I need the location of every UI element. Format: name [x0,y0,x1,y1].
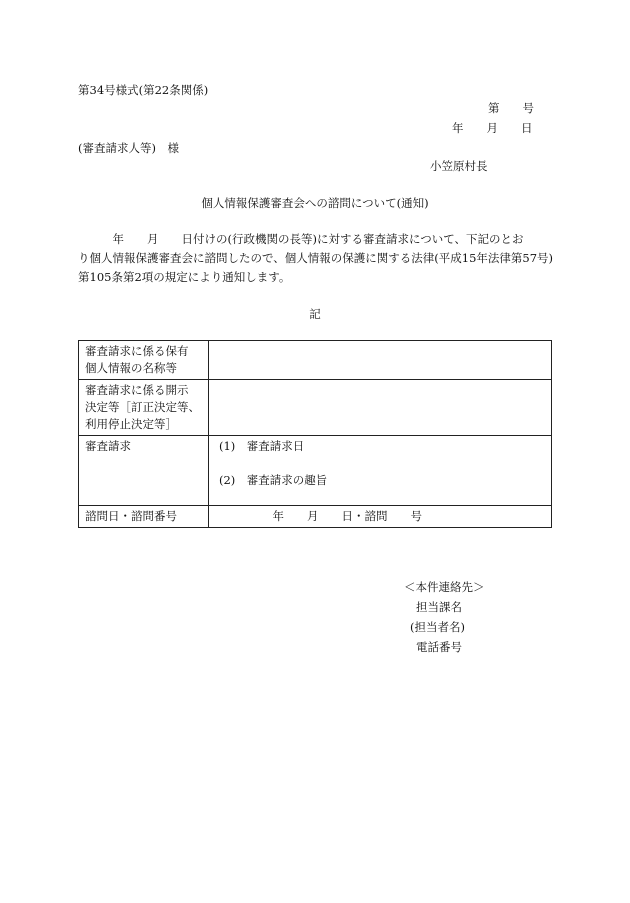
row-value-empty [209,380,552,436]
contact-department: 担当課名 [416,600,462,614]
document-date: 年 月 日 [452,121,533,135]
table-row [79,380,552,436]
contact-block [404,577,485,657]
row-label: 諮問日・諮問番号 [79,506,209,528]
row-value-empty [209,341,552,380]
contact-heading: ＜本件連絡先＞ [404,580,485,594]
request-purpose-item: (2) 審査請求の趣旨 [219,473,328,487]
details-table [78,340,552,528]
row-label-line: 審査請求に係る保有 [85,344,189,358]
sender: 小笠原村長 [430,159,488,173]
table-row [79,436,552,506]
table-row [79,506,552,528]
row-label [79,341,209,380]
ki-heading: 記 [309,307,321,321]
contact-phone: 電話番号 [416,640,462,654]
request-date-item: (1) 審査請求日 [219,439,305,453]
body-text [78,230,552,287]
recipient: (審査請求人等) 様 [78,141,179,155]
row-label [79,380,209,436]
row-label-line: 審査請求に係る開示 [85,383,189,397]
form-id: 第34号様式(第22条関係) [78,83,209,97]
row-label: 審査請求 [79,436,209,506]
document-number: 第 号 [488,101,534,115]
body-line-3: 第105条第2項の規定により通知します。 [78,270,291,284]
body-line-1: 年 月 日付けの(行政機関の長等)に対する審査請求について、下記のとお [78,232,524,246]
body-line-2: り個人情報保護審査会に諮問したので、個人情報の保護に関する法律(平成15年法律第57号) [78,251,554,265]
table-row [79,341,552,380]
contact-person: (担当者名) [410,620,465,634]
row-label-line: 利用停止決定等］ [85,417,177,431]
row-value: 年 月 日・諮問 号 [209,506,552,528]
document-title: 個人情報保護審査会への諮問について(通知) [201,196,429,210]
row-label-line: 個人情報の名称等 [85,361,177,375]
row-label-line: 決定等［訂正決定等、 [85,400,200,414]
row-value [209,436,552,506]
